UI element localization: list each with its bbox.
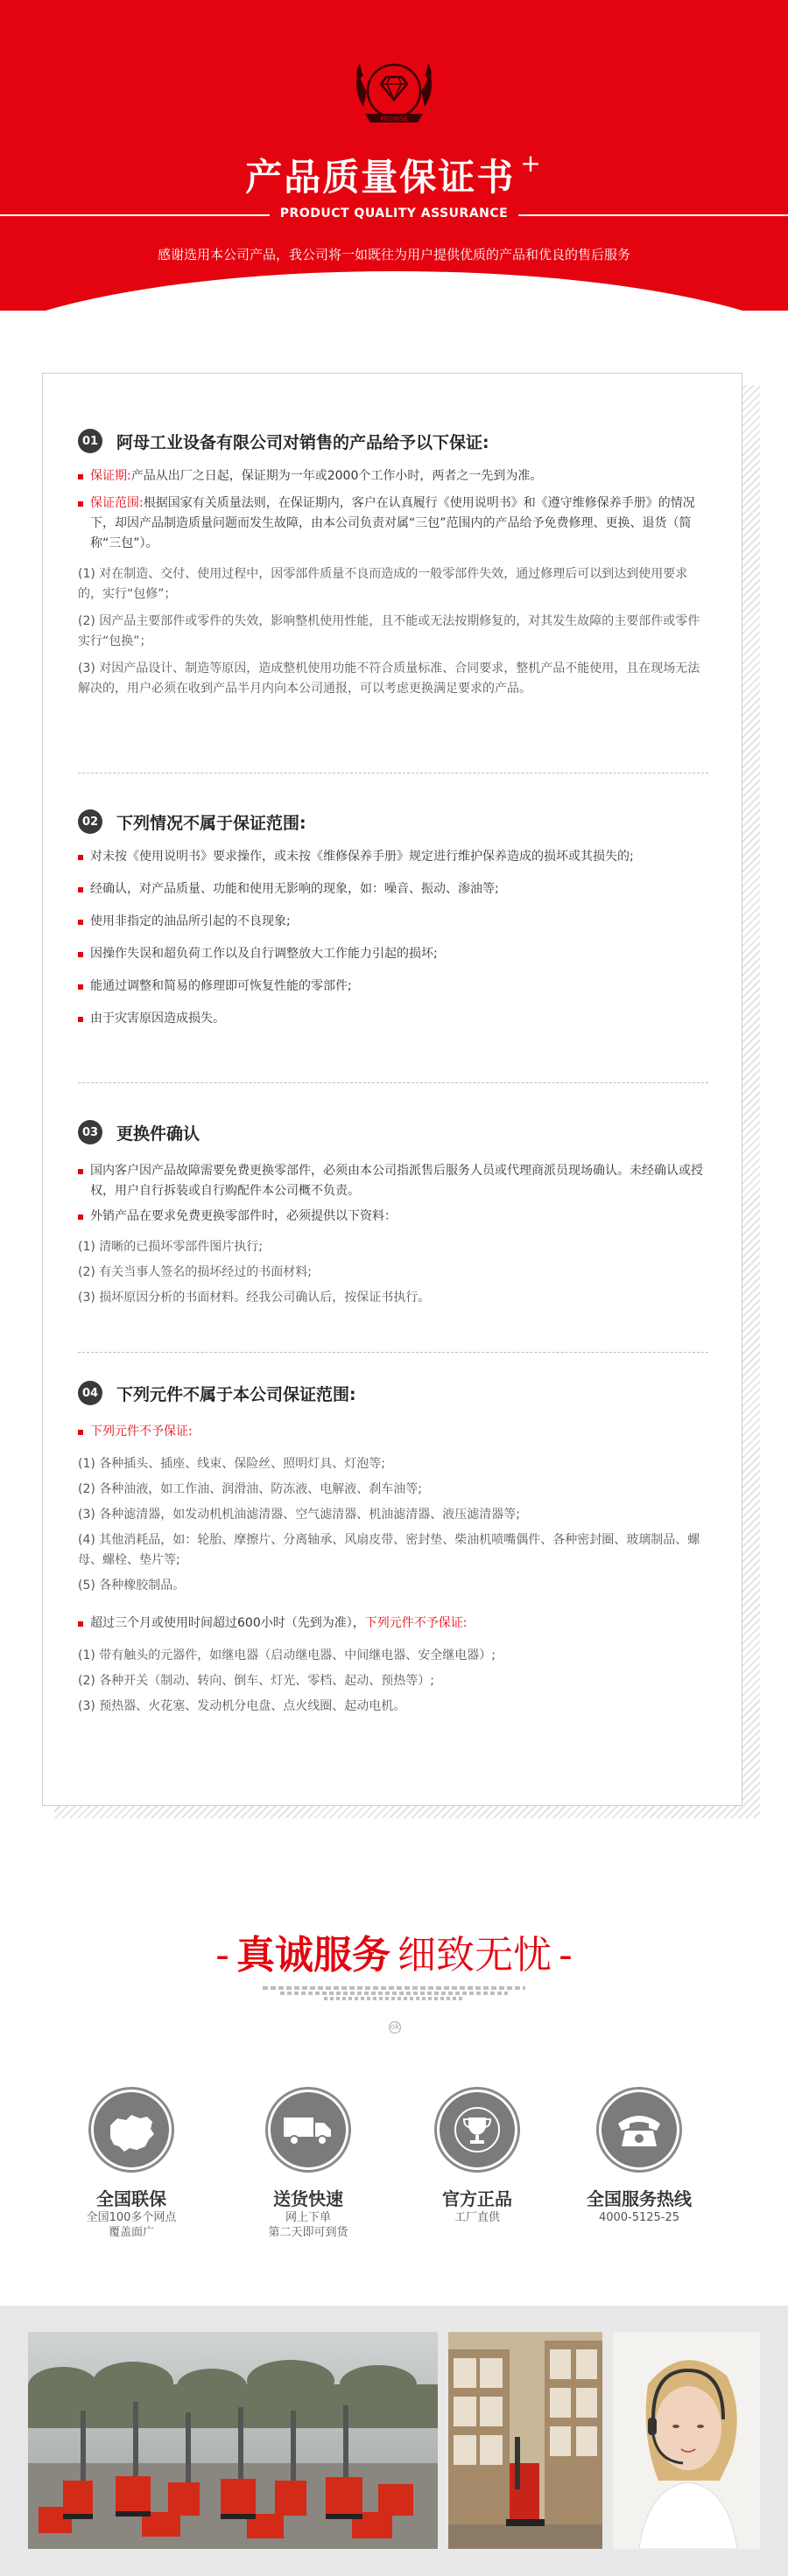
section-04: [78, 1380, 708, 1717]
telephone-icon: [615, 2110, 664, 2150]
section-01: [78, 428, 708, 699]
warranty-card: [42, 373, 742, 1806]
page-title: [0, 149, 788, 201]
title-plus: +: [520, 149, 543, 178]
list-item: (1) 对在制造、交付、使用过程中，因零部件质量不良而造成的一般零部件失效，通过修理后可以到达到使用要求的，实行“包修”；: [78, 567, 688, 601]
section-title: 下列情况不属于保证范围:: [116, 813, 306, 833]
feature-title: 官方正品: [442, 2188, 512, 2209]
section-number: 04: [78, 1381, 102, 1405]
page-subtitle: PRODUCT QUALITY ASSURANCE: [0, 206, 788, 220]
header-curve: [0, 271, 788, 311]
feature-title: 全国联保: [96, 2188, 166, 2209]
bullet-item: 保证范围:根据国家有关质量法则，在保证期内，客户在认真履行《使用说明书》和《遵守维修保养手册》的情况下，却因产品制造质量问题而发生故障，由本公司负责对属“三包”范围内的产品给予免费修理、更换、退货（简称“三包”）。: [78, 494, 708, 554]
feature-nationwide-warranty: [53, 2087, 210, 2240]
feature-subtitle: 网上下单: [285, 2211, 331, 2224]
feature-subtitle: 工厂直供: [454, 2211, 500, 2224]
list-item: (2) 因产品主要部件或零件的失效，影响整机使用性能，且不能或无法按期修复的，对其发生故障的主要部件或零件实行“包换”；: [78, 614, 700, 648]
section-number: 01: [78, 429, 102, 453]
feature-subtitle: 覆盖面广: [108, 2226, 154, 2239]
bullet-item: 外销产品在要求免费更换零部件时，必须提供以下资料：: [78, 1207, 708, 1227]
list-item: (3) 对因产品设计、制造等原因，造成整机使用功能不符合质量标准、合同要求，整机产品不能使用，且在现场无法解决的，用户必须在收到产品半月内向本公司通报，可以考虑更换满足要求的产品。: [78, 662, 700, 696]
title-text: 产品质量保证书: [245, 156, 516, 199]
ok-mark: ok: [390, 2023, 400, 2032]
list-item: (2) 各种油液，如工作油、润滑油、防冻液、电解液、刹车油等;: [78, 1482, 422, 1496]
list-item: (3) 损坏原因分析的书面材料。经我公司确认后，按保证书执行。: [78, 1291, 431, 1305]
section-number: 02: [78, 809, 102, 834]
list-item: (1) 带有触头的元器件，如继电器（启动继电器、中间继电器、安全继电器）;: [78, 1648, 496, 1662]
customer-service-photo: [613, 2332, 760, 2549]
warehouse-photo: [448, 2332, 602, 2549]
section-header: [78, 428, 708, 454]
china-map-icon: [105, 2108, 158, 2152]
forklift-fleet-photo: [28, 2332, 438, 2549]
section-header: [78, 1119, 708, 1145]
section-title: 阿母工业设备有限公司对销售的产品给予以下保证:: [116, 432, 489, 452]
diamond-emblem-icon: [346, 54, 442, 142]
list-item: (2) 各种开关（制动、转向、倒车、灯光、零档、起动、预热等）;: [78, 1674, 434, 1688]
bullet-item: 因操作失误和超负荷工作以及自行调整放大工作能力引起的损坏;: [78, 944, 708, 964]
section-header: [78, 808, 708, 835]
section-03: [78, 1119, 708, 1308]
bullet-item: 由于灾害原因造成损失。: [78, 1009, 708, 1029]
header-banner: [0, 0, 788, 311]
bullet-item: 经确认，对产品质量、功能和使用无影响的现象，如：噪音、振动、渗油等;: [78, 879, 708, 900]
section-02: [78, 808, 708, 1029]
bullet-item: 国内客户因产品故障需要免费更换零部件，必须由本公司指派售后服务人员或代理商派员现场确认。未经确认或授权，用户自行拆装或自行购配件本公司概不负责。: [78, 1161, 708, 1201]
section-title: 下列元件不属于本公司保证范围:: [116, 1384, 356, 1404]
emblem-label: PROMISE: [380, 116, 408, 122]
service-fine-text: [263, 1984, 525, 2002]
section-header: [78, 1380, 708, 1406]
feature-title: 送货快速: [273, 2188, 343, 2209]
section-divider: [78, 773, 708, 774]
bullet-item: 保证期:产品从出厂之日起，保证期为一年或2000个工作小时，两者之一先到为准。: [78, 466, 708, 486]
bullet-item: 下列元件不予保证:: [78, 1422, 708, 1442]
photo-strip: [0, 2306, 788, 2576]
feature-service-hotline: [560, 2087, 718, 2225]
service-slogan: - 真诚服务 细致无忧 -: [215, 1933, 573, 1978]
section-number: 03: [78, 1120, 102, 1144]
bullet-item: 对未按《使用说明书》要求操作，或未按《维修保养手册》规定进行维护保养造成的损坏或其损失的;: [78, 847, 708, 867]
list-item: (4) 其他消耗品，如：轮胎、摩擦片、分离轴承、风扇皮带、密封垫、柴油机喷嘴偶件、各种密封圈、玻璃制品、螺母、螺栓、垫片等;: [78, 1533, 700, 1567]
list-item: (2) 有关当事人签名的损坏经过的书面材料;: [78, 1265, 312, 1279]
feature-subtitle: 全国100多个网点: [86, 2211, 177, 2224]
feature-fast-delivery: [229, 2087, 387, 2240]
feature-subtitle: 4000-5125-25: [598, 2211, 680, 2224]
bullet-item: 使用非指定的油品所引起的不良现象;: [78, 912, 708, 932]
list-item: (1) 清晰的已损坏零部件图片执行;: [78, 1240, 263, 1254]
list-item: (5) 各种橡胶制品。: [78, 1578, 186, 1592]
delivery-truck-icon: [282, 2112, 334, 2147]
page-description: 感谢选用本公司产品，我公司将一如既往为用户提供优质的产品和优良的售后服务: [157, 247, 630, 262]
trophy-icon: [453, 2105, 502, 2154]
list-item: (3) 各种滤清器，如发动机机油滤清器、空气滤清器、机油滤清器、液压滤清器等;: [78, 1508, 520, 1522]
feature-title: 全国服务热线: [587, 2188, 692, 2209]
section-divider: [78, 1082, 708, 1083]
list-item: (3) 预热器、火花塞、发动机分电盘、点火线圈、起动电机。: [78, 1699, 406, 1713]
bullet-item: 能通过调整和简易的修理即可恢复性能的零部件;: [78, 976, 708, 997]
bullet-item: 超过三个月或使用时间超过600小时（先到为准），下列元件不予保证:: [78, 1614, 708, 1634]
section-divider: [78, 1352, 708, 1353]
feature-subtitle: 第二天即可到货: [268, 2226, 348, 2239]
list-item: (1) 各种插头、插座、线束、保险丝、照明灯具、灯泡等;: [78, 1457, 385, 1471]
feature-genuine-product: [398, 2087, 556, 2225]
section-title: 更换件确认: [116, 1124, 201, 1144]
